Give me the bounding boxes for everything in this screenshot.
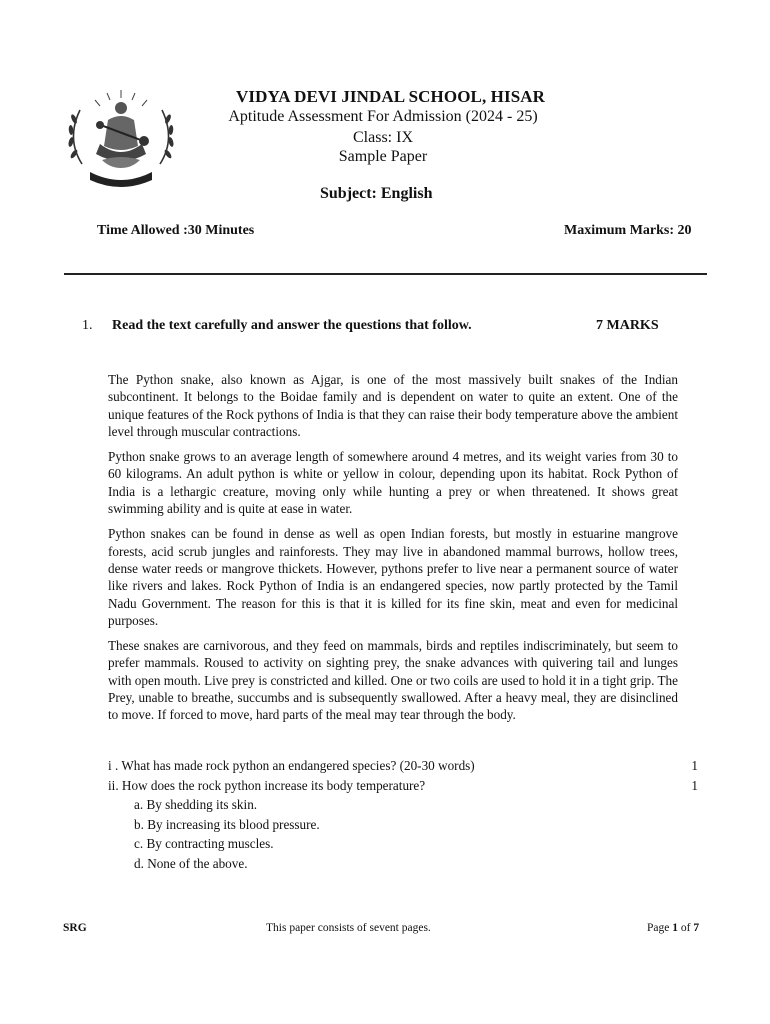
reading-passage	[108, 371, 678, 732]
question-instruction: Read the text carefully and answer the questions that follow.	[112, 318, 472, 333]
maximum-marks: Maximum Marks: 20	[564, 223, 692, 238]
time-allowed: Time Allowed :30 Minutes	[97, 223, 255, 238]
answer-option: d. None of the above.	[134, 855, 248, 871]
sub-question-marks: 1	[691, 758, 698, 773]
sub-question	[108, 756, 698, 776]
page-number	[647, 922, 699, 934]
assessment-title: Aptitude Assessment For Admission (2024 - 25)	[228, 108, 538, 125]
paper-type: Sample Paper	[338, 148, 428, 165]
answer-option: b. By increasing its blood pressure.	[134, 816, 320, 832]
question-marks: 7 MARKS	[596, 318, 659, 333]
class-label: Class: IX	[353, 129, 413, 146]
subject-label: Subject: English	[320, 185, 433, 202]
sub-questions	[108, 756, 698, 873]
footer-code: SRG	[63, 922, 87, 934]
page-total: 7	[693, 922, 700, 934]
sub-question-marks: 1	[691, 777, 698, 793]
passage-paragraph: The Python snake, also known as Ajgar, is one of the most massively built snakes of the Indian subcontinent. It belongs to the Boidae family and is dependent on water to quite an extent. One of the unique features of the Rock pythons of India is that they can raise their body temperature above the ambient level through muscular contractions.	[108, 372, 678, 439]
school-logo	[62, 84, 180, 192]
footer-note: This paper consists of sevent pages.	[266, 922, 431, 934]
page-current: 1	[672, 922, 678, 934]
passage-paragraph: Python snakes can be found in dense as well as open Indian forests, but mostly in estuarine mangrove forests, acid scrub jungles and rainforests. They may live in abandoned mammal burrows, hollow trees, dense water reeds or mangrove thickets. However, pythons prefer to live near a permanent source of water like rivers and lakes. Rock Python of India is an endangered species, now partly protected by the Tamil Nadu Government. The reason for this is that it is killed for its fine skin, meat and even for medicinal purposes.	[108, 526, 678, 628]
sub-question-text: ii. How does the rock python increase its body temperature?	[108, 777, 426, 793]
school-name: VIDYA DEVI JINDAL SCHOOL, HISAR	[236, 87, 546, 106]
passage-paragraph: These snakes are carnivorous, and they feed on mammals, birds and reptiles indiscriminately, but seem to prefer mammals. Roused to activity on sighting prey, the snake advances with quivering tail and lunges with open mouth. Live prey is constricted and killed. One or two coils are used to hold it in a tight grip. The Prey, unable to breathe, succumbs and is subsequently swallowed. After a heavy meal, they are disinclined to move. If forced to move, hard parts of the meal may tear through the body.	[108, 638, 678, 723]
answer-option: c. By contracting muscles.	[134, 836, 274, 851]
answer-option: a. By shedding its skin.	[134, 797, 258, 812]
question-number: 1.	[82, 318, 93, 333]
page-prefix: Page	[647, 922, 673, 934]
page-of: of	[677, 922, 694, 934]
passage-paragraph: Python snake grows to an average length of somewhere around 4 metres, and its weight varies from 30 to 60 kilograms. An adult python is white or yellow in colour, depending upon its habitat. Rock Python of India is a lethargic creature, moving only while hunting a prey or when threatened. It shows great swimming ability and is quite at ease in water.	[108, 449, 678, 517]
sub-question-text: i . What has made rock python an endangered species? (20-30 words)	[108, 758, 475, 773]
sub-question	[108, 776, 698, 796]
header-divider	[64, 273, 707, 275]
